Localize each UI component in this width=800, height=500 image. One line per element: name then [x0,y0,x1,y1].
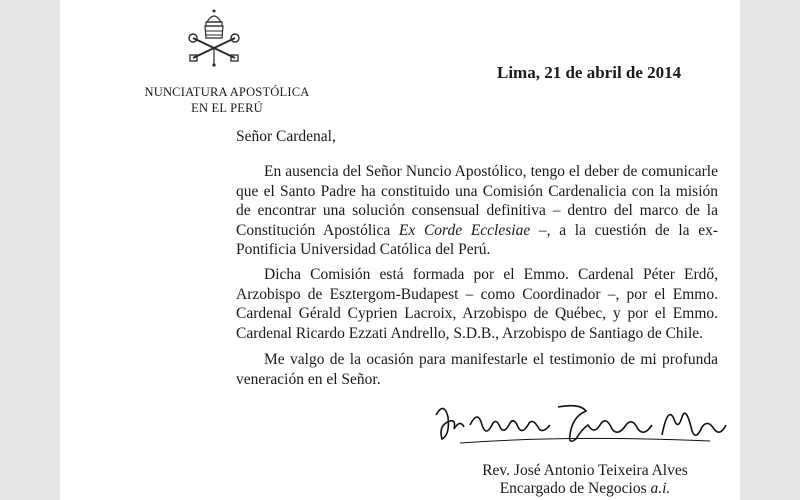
document-title-italic: Ex Corde Ecclesiae [398,221,531,239]
letter-date: Lima, 21 de abril de 2014 [497,63,682,82]
paragraph-1-text-b: –, a la cuestión de la ex-Pontificia Universidad Católica del Perú. [236,221,719,258]
signer-block [450,462,720,498]
letterhead [142,84,312,116]
papal-coat-of-arms-icon [185,8,243,68]
signer-title-italic: a.i. [650,480,671,497]
greeting: Señor Cardenal, [236,128,336,145]
signer-name: Rev. José Antonio Teixeira Alves [482,462,688,479]
paragraph-3: Me valgo de la ocasión para manifestarle el testimonio de mi profunda veneración en el Señor. [236,351,718,388]
letterhead-line-1: NUNCIATURA APOSTÓLICA [144,85,310,99]
paragraph-1 [236,162,718,260]
signer-title-text: Encargado de Negocios [499,480,651,497]
letter-page [60,0,740,500]
handwritten-signature [430,395,730,457]
letterhead-line-2: EN EL PERÚ [191,101,263,115]
signer-title [450,480,720,498]
paragraph-2: Dicha Comisión está formada por el Emmo. Cardenal Péter Erdő, Arzobispo de Esztergom-Budapest – como Coordinador –, por el Emmo. Cardenal Gérald Cyprien Lacroix, Arzobispo de Québec, y por el Emmo. Cardenal Ricardo Ezzati Andrello, S.D.B., Arzobispo de Santiago de Chile. [236,266,718,342]
paragraph-1-text-a: En ausencia del Señor Nuncio Apostólico, tengo el deber de comunicarle que el Santo Padre ha constituido una Comisión Cardenalicia con la misión de encontrar una solución consensual definitiva – dentro del marco de la Constitución Apostólica [236,163,718,239]
